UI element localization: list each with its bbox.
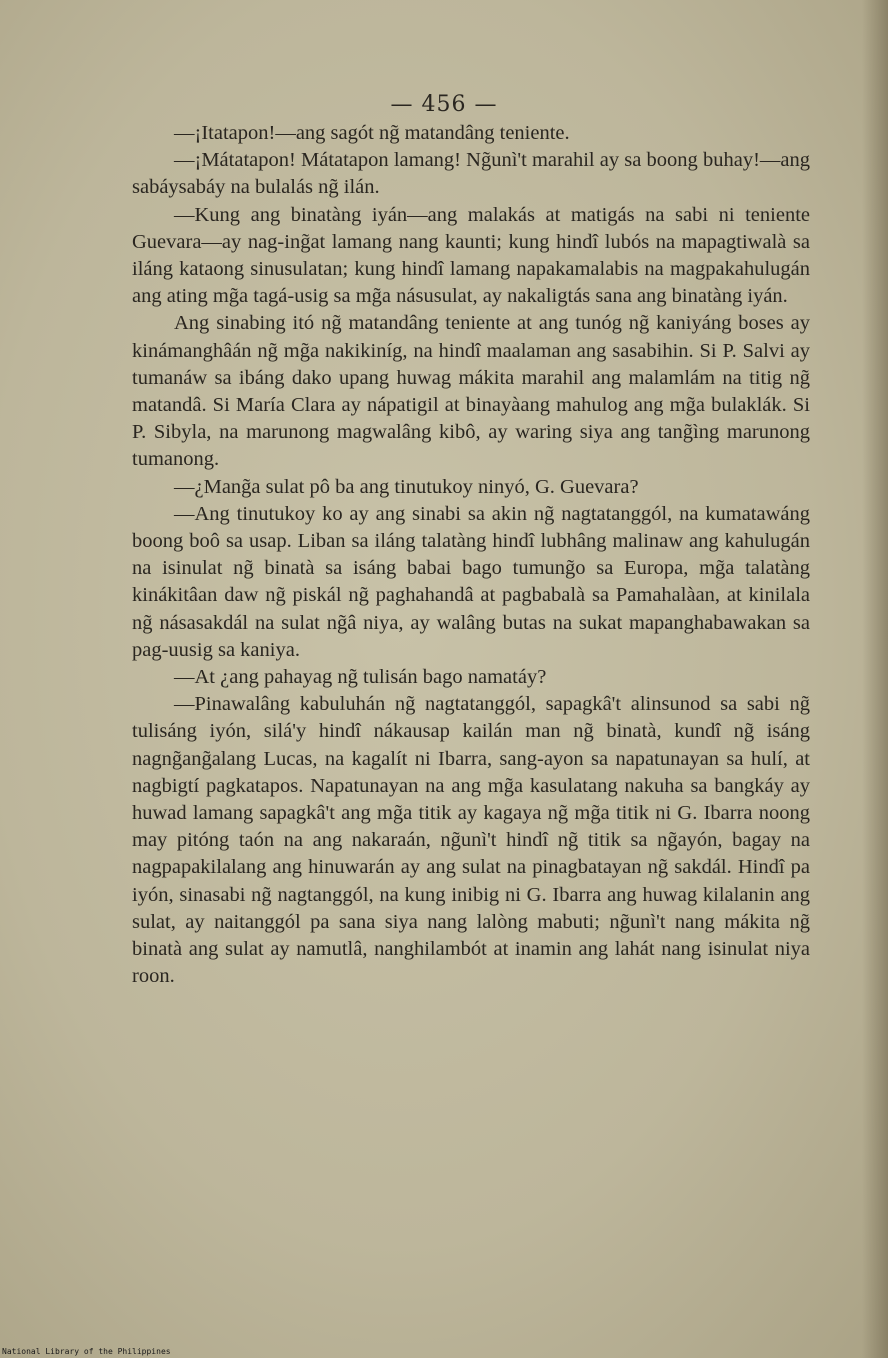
paragraph: —Ang tinutukoy ko ay ang sinabi sa akin ng̃ nagtatanggól, na kumatawáng boong boô sa usap. Liban sa iláng talatàng hindî lubhâng malinaw ang kahulugán na isinulat ng̃ binatà sa isáng babai bago tumung̃o sa Europa, mg̃a talatàng kinákitâan daw ng̃ piskál ng̃ paghahandâ at pagbabalà sa Pamahalàan, at kinilala ng̃ násasakdál na sulat ng̃â niya, ay walâng butas na sukat mapanghabawakan sa pag-uusig sa kaniya. <box>132 502 810 661</box>
paragraph: —At ¿ang pahayag ng̃ tulisán bago namatáy? <box>174 666 547 689</box>
page-number: — 456 — <box>390 92 498 117</box>
paragraph: —¡Mátatapon! Mátatapon lamang! Ng̃unì't marahil ay sa boong buhay!—ang sabáysabáy na bulalás ng̃ ilán. <box>132 149 810 199</box>
paragraph: —¿Mang̃a sulat pô ba ang tinutukoy ninyó, G. Guevara? <box>174 475 639 498</box>
body-text <box>132 120 810 991</box>
page-edge-shadow <box>862 0 888 1358</box>
paragraph: —Pinawalâng kabuluhán ng̃ nagtatanggól, sapagkâ't alinsunod sa sabi ng̃ tulisáng iyón, silá'y hindî nákausap kailán man ng̃ binatà, kundî ng̃ isáng nagng̃ang̃alang Lucas, na kagalít ni Ibarra, sang-ayon sa napatunayan sa hulí, at nagbigtí pagkatapos. Napatunayan na ang mg̃a kasulatang nakuha sa bangkáy ay huwad lamang sapagkâ't ang mg̃a titik ay kagaya ng̃ mg̃a titik ni G. Ibarra noong may pitóng taón na ang nakaraán, ng̃unì't hindî ng̃ titik sa ng̃ayón, bagay na nagpapakilalang ang hinuwarán ay ang sulat na pinagbatayan ng̃ sakdál. Hindî pa iyón, sinasabi ng̃ nagtanggól, na kung inibig ni G. Ibarra ang huwag kilalanin ang sulat, ay naitanggól pa sana siya nang lalòng mabuti; ng̃unì't nang mákita ng̃ binatà ang sulat ay namutlâ, nanghilambót at inamin ang lahát nang isinulat niya roon. <box>132 693 810 988</box>
paragraph: —Kung ang binatàng iyán—ang malakás at matigás na sabi ni teniente Guevara—ay nag-ing̃at lamang nang kaunti; kung hindî lubós na mapagtiwalà sa iláng kataong sinusulatan; kung hindî lamang napakamalabis na magpakahulugán ang ating mg̃a tagá-usig sa mg̃a násusulat, ay nakaligtás sana ang binatàng iyán. <box>132 203 810 308</box>
paragraph: Ang sinabing itó ng̃ matandâng teniente at ang tunóg ng̃ kaniyáng boses ay kinámanghâán ng̃ mg̃a nakikiníg, na hindî maalaman ang sasabihin. Si P. Salvi ay tumanáw sa ibáng dako upang huwag mákita marahil ang malamlám na titig ng̃ matandâ. Si María Clara ay nápatigil at binayàang mahulog ang mg̃a bulaklák. Si P. Sibyla, na marunong magwalâng kibô, ay waring siya ang tang̃ìng marunong tumanong. <box>132 312 810 471</box>
library-footer: National Library of the Philippines <box>2 1347 171 1356</box>
paragraph: —¡Itatapon!—ang sagót ng̃ matandâng teniente. <box>174 122 570 144</box>
